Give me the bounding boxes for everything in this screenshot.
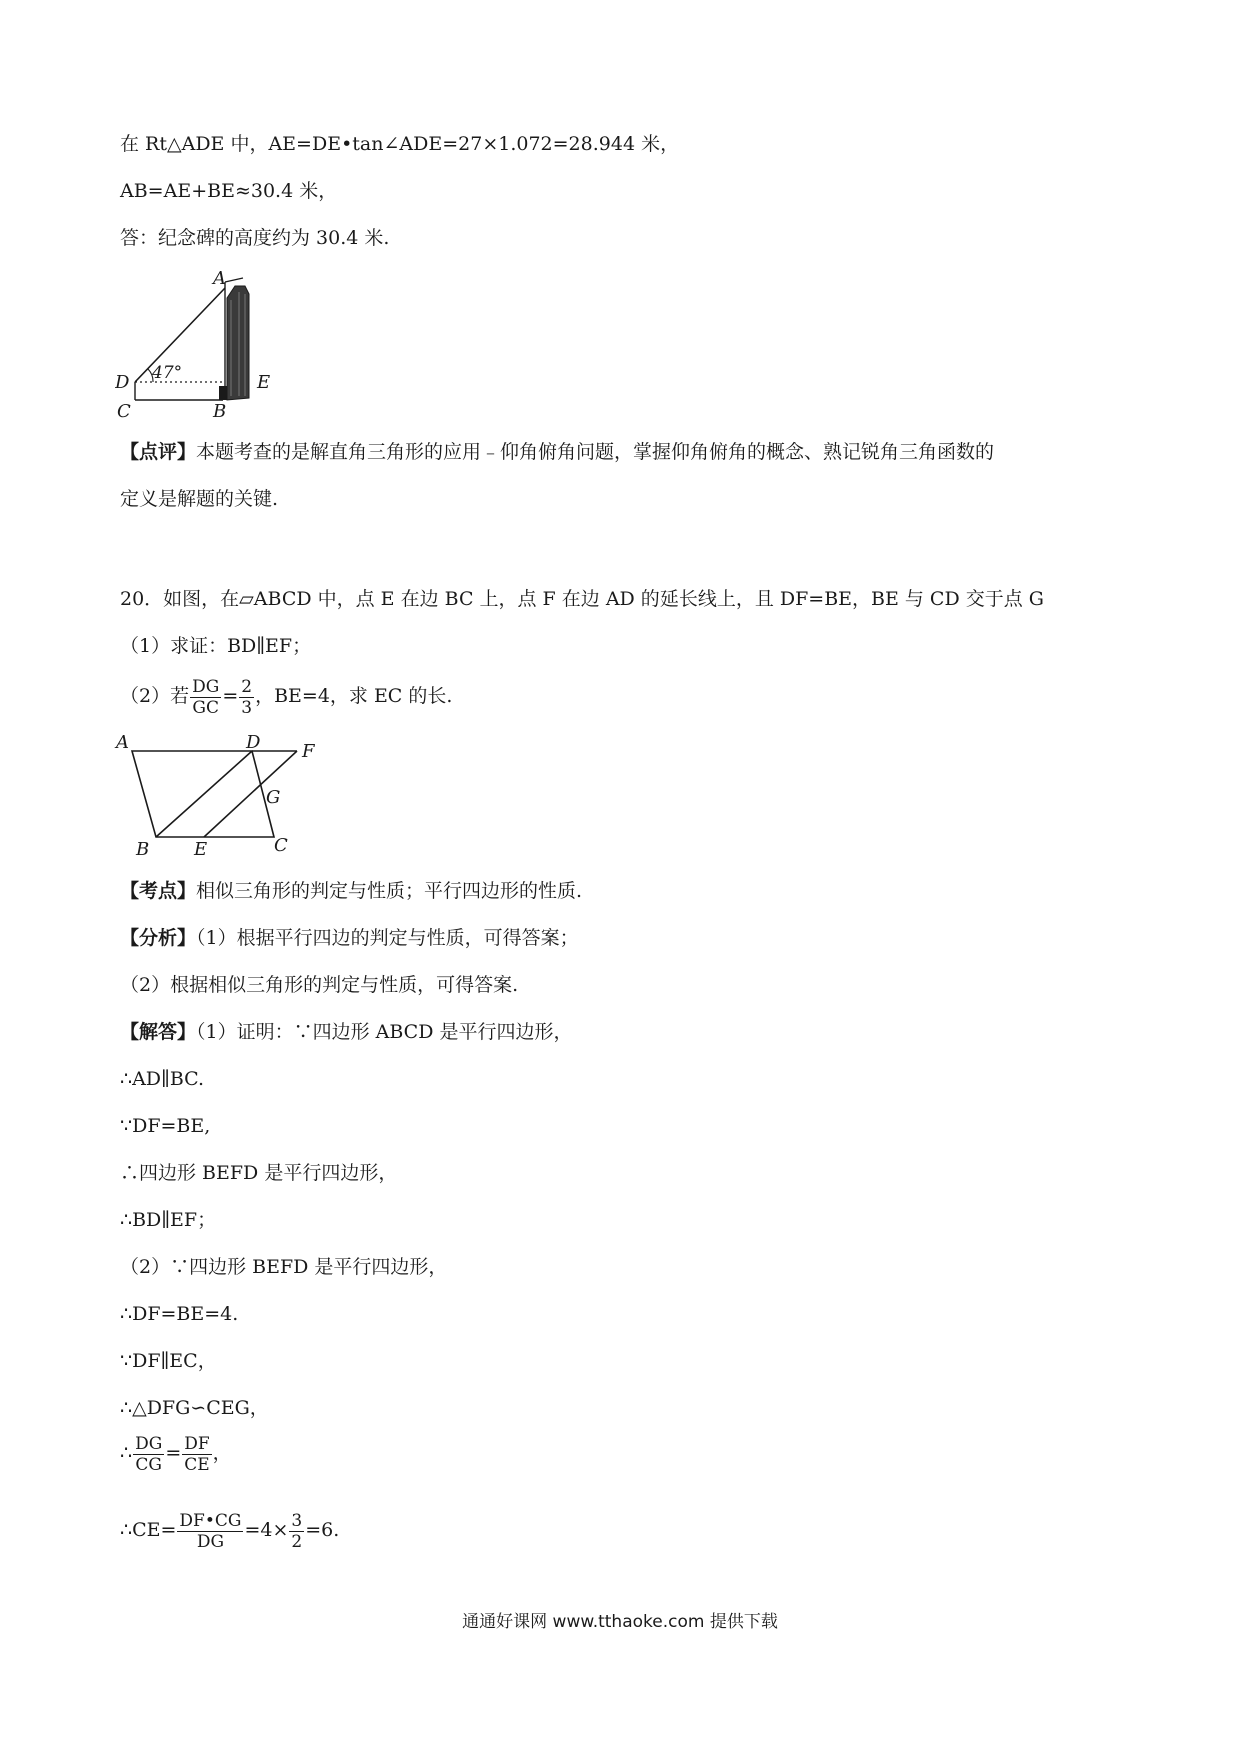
equals: = [222,685,239,707]
jieda-tag: 【解答】 [120,1021,197,1043]
label-A: A [116,735,129,753]
kaodian-text: 相似三角形的判定与性质；平行四边形的性质. [196,880,583,902]
comment-line: 定义是解题的关键. [120,488,279,510]
solution-step: ∴DF=BE=4. [120,1303,239,1325]
line-BD [156,751,252,837]
solution-step [120,1431,232,1475]
solution-line: AB=AE+BE≈30.4 米， [120,180,338,202]
fraction [177,1511,243,1552]
parallelogram-figure [112,735,322,855]
denominator: CG [135,1454,162,1475]
denominator: CE [184,1454,210,1475]
question-part: （1）求证：BD∥EF； [120,635,312,657]
solution-step: ∵DF∥EC， [120,1350,217,1372]
fraction [190,677,221,718]
numerator: DF [184,1433,210,1454]
monument-base [219,386,227,400]
question-stem: 20．如图，在▱ABCD 中，点 E 在边 BC 上，点 F 在边 AD 的延长线上，且 DF=BE，BE 与 CD 交于点 G [120,588,1044,610]
denominator: DG [196,1531,225,1552]
page-footer: 通通好课网 www.tthaoke.com 提供下载 [462,1612,778,1632]
answer-line: 答：纪念碑的高度约为 30.4 米. [120,227,390,249]
question-part [120,676,452,718]
fenxi-text: （1）根据平行四边的判定与性质，可得答案； [196,927,579,949]
label-F: F [302,741,315,762]
kaodian-tag: 【考点】 [120,880,197,902]
denominator: 3 [241,697,253,718]
comment-tag: 【点评】 [120,441,197,463]
denominator: GC [192,697,219,718]
label-C: C [117,401,131,420]
fraction [182,1434,211,1475]
denominator: 2 [291,1531,303,1552]
fraction [289,1511,304,1552]
monument-top [225,278,243,282]
part2-suffix: ，BE=4，求 EC 的长. [255,685,453,707]
line-EF [204,751,297,837]
jieda-text: （1）证明：∵四边形 ABCD 是平行四边形， [196,1021,573,1043]
solution-step: ∴四边形 BEFD 是平行四边形， [120,1162,398,1184]
ce-result: =6. [305,1519,340,1541]
numerator: 2 [241,676,253,697]
fraction [133,1434,164,1475]
equals: = [165,1442,182,1464]
label-B: B [213,401,227,420]
comma: ， [212,1442,232,1464]
fenxi-tag: 【分析】 [120,927,197,949]
monument-body [227,286,249,400]
solution-step: （2）∵四边形 BEFD 是平行四边形， [120,1256,448,1278]
label-angle: 47° [152,363,183,383]
label-D: D [246,735,261,753]
label-E: E [257,372,271,393]
numerator: 3 [291,1510,303,1531]
fenxi-line: （2）根据相似三角形的判定与性质，可得答案. [120,974,519,996]
ce-mid: =4× [244,1519,289,1541]
ce-prefix: ∴CE= [120,1519,177,1541]
solution-step: ∵DF=BE, [120,1115,211,1137]
monument-figure [115,270,285,420]
label-E: E [194,839,208,855]
part2-prefix: （2）若 [120,685,190,707]
solution-step: ∴BD∥EF； [120,1209,217,1231]
label-B: B [136,839,150,855]
numerator: DF•CG [179,1510,242,1531]
numerator: DG [192,676,220,697]
numerator: DG [135,1433,163,1454]
solution-step: ∴AD∥BC. [120,1068,205,1090]
label-G: G [266,787,281,808]
solution-line: 在 Rt△ADE 中，AE=DE•tan∠ADE=27×1.072=28.944 米， [120,133,680,155]
solution-step: ∴△DFG∽CEG， [120,1397,269,1419]
fraction [239,677,254,718]
therefore: ∴ [120,1442,133,1464]
fenxi-line [120,924,579,952]
kaodian-line [120,877,582,905]
comment-text: 本题考查的是解直角三角形的应用﹣仰角俯角问题，掌握仰角俯角的概念、熟记锐角三角函数的 [196,441,995,463]
label-D: D [115,372,130,393]
label-C: C [274,835,288,855]
jieda-line [120,1018,573,1046]
solution-step [120,1508,339,1552]
comment-line [120,438,994,466]
label-A: A [213,270,226,289]
